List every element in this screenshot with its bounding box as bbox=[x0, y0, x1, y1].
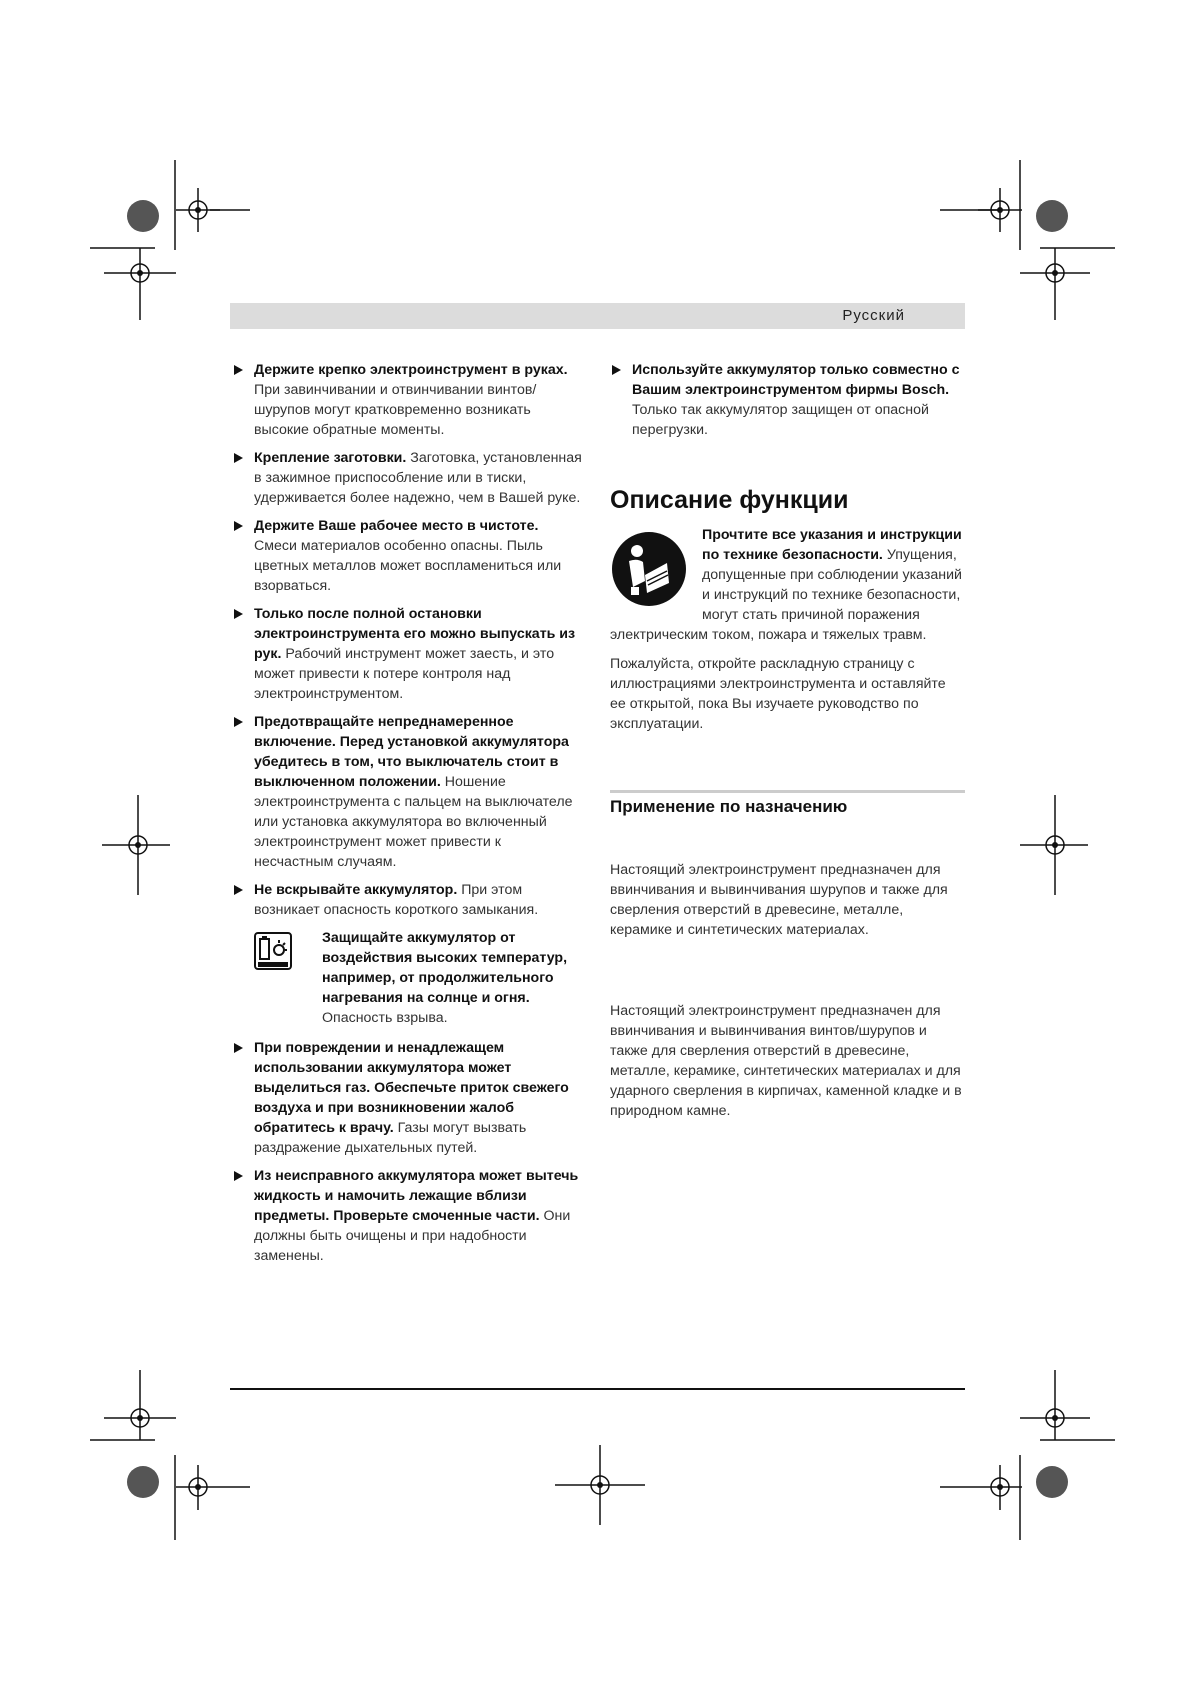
bullet-arrow-icon bbox=[234, 1171, 243, 1181]
right-column-top bbox=[610, 360, 965, 448]
bullet-item bbox=[232, 604, 582, 704]
bullet-item bbox=[232, 360, 582, 440]
subsection-divider bbox=[610, 790, 965, 793]
bullet-text: Газы могут вызвать раздражение дыхательных путей. bbox=[254, 1120, 527, 1156]
bullet-bold-text: Держите Ваше рабочее место в чистоте. bbox=[254, 518, 539, 534]
bullet-item bbox=[232, 1038, 582, 1158]
battery-heat-icon bbox=[254, 932, 292, 970]
safety-bold-text: Прочтите все указания и инструкции по технике безопасности. bbox=[702, 527, 962, 563]
bullet-arrow-icon bbox=[234, 885, 243, 895]
bullet-arrow-icon bbox=[234, 453, 243, 463]
registration-mark-top-left bbox=[90, 160, 290, 320]
bullet-item bbox=[232, 712, 582, 872]
bullet-text: Заготовка, установленная в зажимное приспособление или в тиски, удерживается более надежно, чем в Вашей руке. bbox=[254, 450, 582, 506]
safety-paragraph bbox=[610, 525, 965, 645]
bullet-text: Ношение электроинструмента с пальцем на выключателе или установка аккумулятора во включенный электроинструмент может привести к несчастным случаям. bbox=[254, 774, 573, 870]
subsection-title: Применение по назначению bbox=[610, 797, 848, 816]
bullet-item bbox=[232, 448, 582, 508]
page-header-band bbox=[230, 303, 965, 329]
bullet-bold-text: Крепление заготовки. bbox=[254, 450, 407, 466]
bullet-text: При этом возникает опасность короткого замыкания. bbox=[254, 882, 539, 918]
bullet-bold-text: Из неисправного аккумулятора может вытечь жидкость и намочить лежащие вблизи предметы. Проверьте смоченные части. bbox=[254, 1168, 579, 1224]
temperature-warning-text: Опасность взрыва. bbox=[322, 1010, 448, 1026]
temperature-warning bbox=[254, 928, 582, 1028]
bullet-text: Смеси материалов особенно опасны. Пыль цветных металлов может воспламениться или взорваться. bbox=[254, 538, 562, 594]
registration-mark-top-right bbox=[940, 160, 1120, 320]
bullet-text: При завинчивании и отвинчивании винтов/шурупов могут кратковременно возникать высокие обратные моменты. bbox=[254, 382, 537, 438]
bullet-arrow-icon bbox=[612, 365, 621, 375]
bullet-arrow-icon bbox=[234, 521, 243, 531]
safety-instructions bbox=[610, 525, 965, 743]
bullet-item bbox=[232, 1166, 582, 1266]
bullet-bold-text: Только после полной остановки электроинструмента его можно выпускать из рук. bbox=[254, 606, 576, 662]
bullet-bold-text: Предотвращайте непреднамеренное включение. Перед установкой аккумулятора убедитесь в том, что выключатель стоит в выключенном положении. bbox=[254, 714, 569, 790]
bullet-bold-text: Держите крепко электроинструмент в руках. bbox=[254, 362, 568, 378]
bullet-item bbox=[232, 516, 582, 596]
section-title: Описание функции bbox=[610, 486, 849, 514]
bullet-bold-text: При повреждении и ненадлежащем использовании аккумулятора может выделиться газ. Обеспечьте приток свежего воздуха и при возникновении жалоб обратитесь к врачу. bbox=[254, 1040, 569, 1136]
icon-spacer bbox=[610, 525, 702, 620]
bullet-item bbox=[232, 880, 582, 920]
registration-mark-bottom-center bbox=[555, 1445, 645, 1525]
header-language-label: Русский bbox=[842, 307, 905, 324]
temperature-warning-bold: Защищайте аккумулятор от воздействия высоких температур, например, от продолжительного нагревания на солнце и огня. bbox=[322, 930, 568, 1006]
registration-mark-mid-left bbox=[100, 795, 170, 895]
bullet-arrow-icon bbox=[234, 717, 243, 727]
bullet-text: Они должны быть очищены и при надобности заменены. bbox=[254, 1208, 571, 1264]
intended-use-paragraph-2: Настоящий электроинструмент предназначен для ввинчивания и вывинчивания винтов/шурупов и также для сверления отверстий в древесине, металле, керамике, синтетических материалах и для ударного сверления в кирпичах, каменной кладке и в природном камне. bbox=[610, 1003, 962, 1119]
bullet-text: Только так аккумулятор защищен от опасной перегрузки. bbox=[632, 402, 929, 438]
bullet-arrow-icon bbox=[234, 609, 243, 619]
foldout-paragraph: Пожалуйста, откройте раскладную страницу с иллюстрациями электроинструмента и оставляйте ее открытой, пока Вы изучаете руководство по эксплуатации. bbox=[610, 656, 946, 732]
footer-rule bbox=[230, 1388, 965, 1390]
bullet-bold-text: Не вскрывайте аккумулятор. bbox=[254, 882, 458, 898]
intended-use-paragraph-1: Настоящий электроинструмент предназначен для ввинчивания и вывинчивания шурупов и также для сверления отверстий в древесине, металле, керамике и синтетических материалах. bbox=[610, 862, 948, 938]
registration-mark-bottom-right bbox=[940, 1370, 1120, 1540]
registration-mark-bottom-left bbox=[90, 1370, 290, 1540]
registration-mark-mid-right bbox=[1020, 795, 1090, 895]
bullet-item bbox=[610, 360, 965, 440]
left-column bbox=[232, 360, 582, 1274]
bullet-bold-text: Используйте аккумулятор только совместно с Вашим электроинструментом фирмы Bosch. bbox=[632, 362, 960, 398]
bullet-arrow-icon bbox=[234, 1043, 243, 1053]
safety-text: Упущения, допущенные при соблюдении указаний и инструкций по технике безопасности, могут стать причиной поражения электрическим током, пожара и тяжелых травм. bbox=[610, 547, 962, 643]
bullet-text: Рабочий инструмент может заесть, и это может привести к потере контроля над электроинструментом. bbox=[254, 646, 555, 702]
bullet-arrow-icon bbox=[234, 365, 243, 375]
